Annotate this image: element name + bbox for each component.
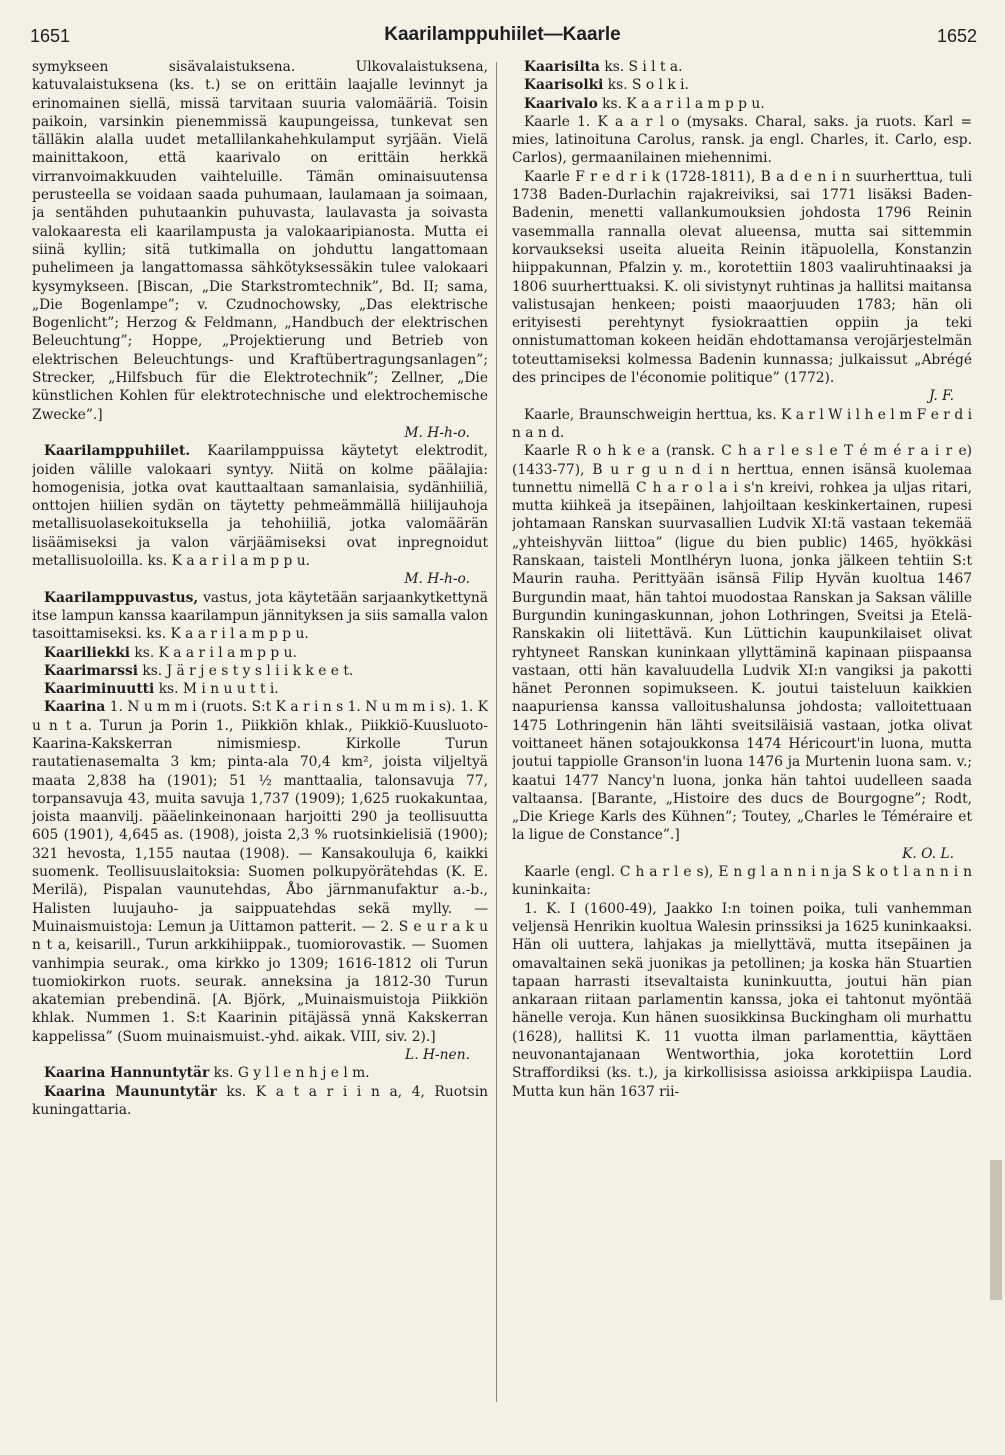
entry-headword: Kaarilamppuhiilet.: [44, 443, 191, 460]
entry-paragraph: [32, 1064, 488, 1082]
entry-paragraph: [512, 76, 972, 94]
entry-text: ks. K a t a r i i n a, 4, Ruotsin kuningattaria.: [32, 1083, 488, 1118]
entry-paragraph: [512, 113, 972, 168]
entry-paragraph: [512, 406, 972, 443]
entry-headword: Kaarina Hannuntytär: [44, 1065, 210, 1082]
page-number-right: 1652: [936, 26, 977, 46]
entry-paragraph: [32, 662, 488, 680]
entry-text: ks. S o l k i.: [603, 77, 689, 94]
entry-headword: Kaariminuutti: [44, 681, 155, 698]
entry-headword: Kaarilamppuvastus,: [44, 589, 199, 606]
author-signature: M. H-h-o.: [404, 424, 470, 441]
entry-text: Kaarle R o h k e a (ransk. C h a r l e s l e T é m é r a i r e) (1433-77), B u r g u n d i n herttua, ennen isänsä kuolemaa tunnettu nimellä C h a r o l a i s'n kreivi, rohkea ja uljas ritari, mutta kiihkeä ja itsepäinen, lahjoiltaan keskinkertainen, rupesi johtamaan Ranskan suurvasallien Ludvik XI:tä vastaan tekemää „yhteishyvän liittoa” (ligue du bien public) 1465, hyökkäsi Ranskaan, taisteli Montlhéryn luona, jonka jälkeen tehtiin S:t Maurin rauha. Perittyään isänsä Filip Hyvän kuoltua 1467 Burgundin maat, hän tahtoi muodostaa Ranskan ja Saksan välille Burgundin kuningaskunnan, johon Lothringen, Sveitsi ja Etelä-Ranskakin oli liitettävä. Kun Lüttichin kaupunkilaiset olivat ryhtyneet Ranskan kuninkaan yllyttäminä kapinaan piispaansa vastaan, otti hän kavaluudella Ludvik XI:n vangiksi ja pakotti hänet Peronnen sopimukseen. K. joutui taisteluun kaikkien naapuriensa kanssa valloitushalunsa johdosta; valloitettuaan 1475 Lothringenin hän lähti sveitsiläisiä vastaan, jotka olivat voittaneet hänen sotajoukkonsa 1474 Héricourt'in luona, mutta joutui tappiolle Granson'in luona 1476 ja Murtenin luona sam. v.; kaatui 1477 Nancy'n luona, jonka hän tahtoi uudelleen saada valtaansa. [Barante, „Histoire des ducs de Bourgogne”; Rodt, „Die Kriege Karls des Kühnen”; Toutey, „Charles le Téméraire et la ligue de Constance”.]: [512, 443, 972, 844]
entry-paragraph: [512, 95, 972, 113]
entry-headword: Kaarimarssi: [44, 662, 138, 679]
author-signature: J. F.: [928, 388, 954, 405]
entry-paragraph: [32, 442, 488, 570]
entry-text: 1. N u m m i (ruots. S:t K a r i n s 1. N u m m i s). 1. K u n t a. Turun ja Porin 1., Piikkiön khlak., Piikkiö-Kuusluoto-Kaarina-Kakskerran nimismiesp. Kirkolle Turun rautatienasemalta 3 km; pinta-ala 70,4 km², joista viljeltyä maata 2,838 ha (1901); 51 ½ manttaalia, talonsavuja 77, torpansavuja 43, muita savuja 1,737 (1909); 1,625 ruokakuntaa, joista maanvilj. pääelinkeinonaan harjoitti 290 ja teollisuutta 605 (1901), 4,645 as. (1908), joista 2,3 % ruotsinkielisiä (1900); 321 hevosta, 1,155 nautaa (1908). — Kansakouluja 6, kaikki suomenk. Teollisuuslaitoksia: Suomen polkupyörätehdas (K. E. Merilä), Pispalan vaunutehdas, Åbo järnmanufaktur a.-b., Halisten luujauho- ja saippuatehdas sekä mylly. — Muinaismuistoja: Lemun ja Uittamon patterit. — 2. S e u r a k u n t a, keisarill., Turun arkkihiippak., tuomiorovastik. — Suomen vanhimpia seurak., oma kirkko jo 1309; 1616-1812 oli Turun tuomiokirkon ruots. seurak. anneksina ja 1812-30 Turun akatemian prebendinä. [A. Björk, „Muinaismuistoja Piikkiön khlak. Nummen 1. S:t Kaarinin pitäjässä ynnä Kakskerran kappelissa” (Suom muinaismuist.-yhd. aikak. VIII, siv. 2).]: [32, 699, 488, 1045]
running-title: Kaarilamppuhiilet—Kaarle: [384, 24, 621, 45]
entry-headword: Kaarisilta: [524, 59, 600, 75]
entry-headword: Kaariliekki: [44, 644, 131, 661]
author-signature: K. O. L.: [902, 845, 954, 862]
page-edge-mark: [990, 1160, 1002, 1300]
entry-text: symykseen sisävalaistuksena. Ulkovalaistuksena, katuvalaistuksena (ks. t.) se on erittäin laajalle levinnyt ja erinomainen siellä, missä tarvitaan suuria valomääriä. Toisin paikoin, varsinkin pienemmissä kaupungeissa, tunkevat sen tälläkin alalla uudet metallilankahehkulamput syrjään. Vielä mainittakoon, että kaarivalo on erittäin herkkä virranvoimakkuuden vaihteluille. Tämän ominaisuutensa perusteella se voidaan saada puhumaan, laulamaan ja soimaan, ja sentähden puhutaankin puhuvasta, laulavasta ja soivasta valokaaresta eli kaarilampusta ja valokaaripianosta. Mutta ei siinä kyllin; sitä tutkimalla on johduttu langattomaan puhelimeen ja langattomassa sähkötyksessäkin tulee valokaari kysymykseen. [Biscan, „Die Starkstromtechnik”, Bd. II; sama, „Die Bogenlampe”; v. Czudnochowsky, „Das elektrische Bogenlicht”; Herzog & Feldmann, „Handbuch der elektrischen Beleuchtung”; Hoppe, „Projektierung und Betrieb von elektrischen Beleuchtungs- und Kraftübertragungsanlagen”; Strecker, „Hilfsbuch für die Elektrotechnik”; Zellner, „Die künstlichen Kohlen für elektrotechnische und elektrochemische Zwecke”.]: [32, 59, 488, 423]
entry-paragraph: [32, 698, 488, 1046]
left-column: [32, 58, 488, 1438]
entry-text: ks. M i n u u t t i.: [154, 681, 279, 698]
entry-paragraph: [32, 589, 488, 644]
entry-paragraph: [32, 58, 488, 424]
entry-headword: Kaarivalo: [524, 95, 598, 112]
page-number-left: 1651: [30, 26, 71, 46]
entry-text: Kaarle (engl. C h a r l e s), E n g l a n n i n ja S k o t l a n n i n kuninkaita:: [512, 864, 972, 899]
entry-text: ks. G y l l e n h j e l m.: [209, 1065, 370, 1082]
entry-text: ks. K a a r i l a m p p u.: [130, 644, 297, 661]
entry-paragraph: [512, 168, 972, 388]
entry-paragraph: [512, 442, 972, 845]
entry-text: Kaarilamppuissa käytetyt elektrodit, joiden välille valokaari syntyy. Niitä on kolme päälajia: homogenisia, jotka ovat kauttaaltaan samanlaisia, sydänhiiliä, onttojen hiilien sydän on täytetty pehmeämmällä hiilijauhoja metallisuolasekoituksella ja tehohiiliä, jotka valomäärän lisäämiseksi ja valon värjäämiseksi ovat inpregnoidut metallisuoloilla. ks. K a a r i l a m p p u.: [32, 443, 488, 570]
author-signature: M. H-h-o.: [404, 571, 470, 588]
entry-text: ks. S i l t a.: [599, 59, 683, 75]
entry-text: vastus, jota käytetään sarjaankytkettynä itse lampun kanssa kaarilampun jännityksen ja siis samalla valon tasoittamiseksi. ks. K a a r i l a m p p u.: [32, 589, 488, 643]
entry-text: Kaarle 1. K a a r l o (mysaks. Charal, saks. ja ruots. Karl = mies, latinoituna Carolus, ransk. ja engl. Charles, it. Carlo, esp. Carlos), germaanilainen miehennimi.: [512, 113, 972, 167]
entry-paragraph: [32, 1083, 488, 1120]
entry-text: ks. J ä r j e s t y s l i i k k e e t.: [137, 662, 354, 679]
entry-text: Kaarle F r e d r i k (1728-1811), B a d e n i n suurherttua, tuli 1738 Baden-Durlachin rajakreiviksi, sai 1771 lisäksi Baden-Badenin, menetti vallankumouksien johdosta 1796 Reinin vasemmalla rannalla olevat alueensa, mutta sai sittemmin korvaukseksi useita alueita Reinin itäpuolella, Konstanzin hiippakunnan, Pfalzin y. m., korotettiin 1803 vaaliruhtinaaksi ja 1806 suurherttuaksi. K. oli sivistynyt ruhtinas ja hallitsi maitansa valistusajan henkeen; poisti maaorjuuden 1783; hän oli erityisesti perehtynyt fysiokraattien oppiin ja teki onnistumattoman kokeen heidän ehdottamansa verojärjestelmän toteuttamiseksi kolmessa Badenin kunnassa; julkaissut „Abrégé des principes de l'économie politique” (1772).: [512, 168, 972, 387]
entry-text: Kaarle, Braunschweigin herttua, ks. K a r l W i l h e l m F e r d i n a n d.: [512, 406, 972, 441]
entry-text: ks. K a a r i l a m p p u.: [597, 95, 765, 112]
author-signature: L. H-nen.: [405, 1047, 470, 1064]
entry-paragraph: [512, 58, 972, 76]
entry-headword: Kaarina Maununtytär: [44, 1083, 217, 1100]
entry-headword: Kaarina: [44, 699, 106, 716]
right-column: [512, 58, 972, 1438]
entry-paragraph: [512, 863, 972, 900]
entry-paragraph: [512, 900, 972, 1101]
column-divider: [496, 62, 497, 1402]
page-header: [0, 0, 1005, 60]
entry-paragraph: [32, 644, 488, 662]
entry-headword: Kaarisolki: [524, 77, 604, 94]
entry-text: 1. K. I (1600-49), Jaakko I:n toinen poika, tuli vanhemman veljensä Henrikin kuoltua Walesin prinssiksi ja 1625 kuninkaaksi. Hän oli uuttera, lahjakas ja miellyttävä, mutta itsepäinen ja omavaltainen sekä juonikas ja petollinen; ja koska hän Stuartien tapaan harrasti itsevaltaista kuninkuutta, joutui hän pian ankaraan riitaan parlamentin kanssa, joka ei tahtonut myöntää hänelle veroja. Kun hänen suosikkinsa Buckingham oli murhattu (1628), hallitsi K. 11 vuotta ilman parlamenttia, käyttäen neuvonantajanaan Wentworthia, joka korotettiin Lord Straffordiksi (ks. t.), ja kirkollisissa asioissa arkkipiispa Laudia. Mutta kun hän 1637 rii-: [512, 900, 972, 1100]
entry-paragraph: [32, 680, 488, 698]
